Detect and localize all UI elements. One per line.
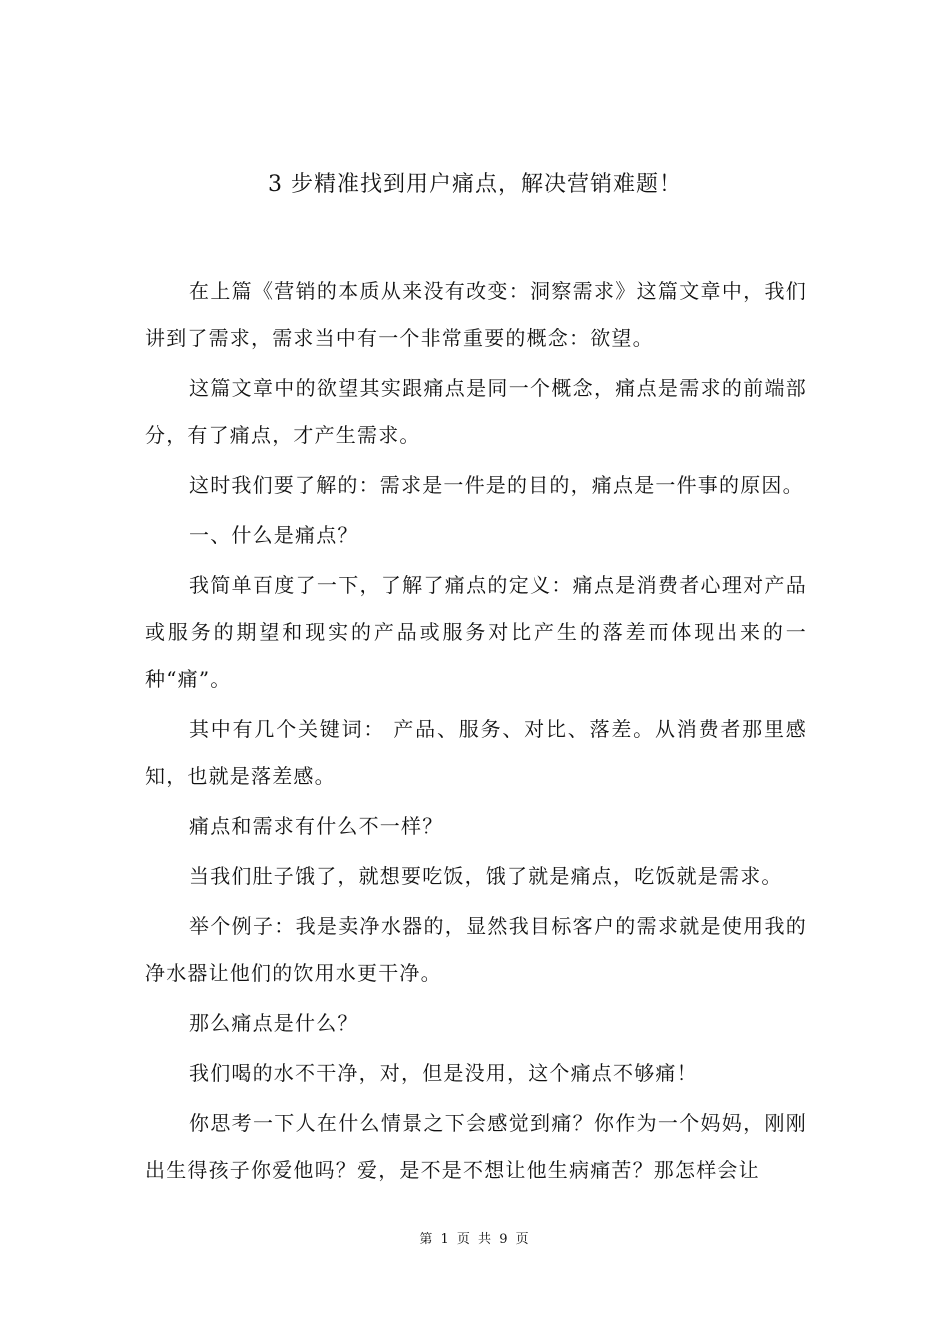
paragraph: 那么痛点是什么？ <box>189 1011 359 1035</box>
section-heading: 一、什么是痛点？ <box>189 523 359 547</box>
paragraph: 你思考一下人在什么情景之下会感觉到痛？你作为一个妈妈，刚刚出生得孩子你爱他吗？爱，是不是不想让他生病痛苦？那怎样会让 <box>145 1111 807 1182</box>
page-number-footer: 第 1 页 共 9 页 <box>419 1232 531 1247</box>
paragraph: 痛点和需求有什么不一样？ <box>189 814 444 838</box>
paragraph: 举个例子：我是卖净水器的，显然我目标客户的需求就是使用我的净水器让他们的饮用水更干净。 <box>145 914 807 985</box>
paragraph: 我简单百度了一下，了解了痛点的定义：痛点是消费者心理对产品或服务的期望和现实的产品或服务对比产生的落差而体现出来的一种“痛”。 <box>145 573 807 691</box>
paragraph: 其中有几个关键词： 产品、服务、对比、落差。从消费者那里感知，也就是落差感。 <box>145 717 807 788</box>
paragraph: 在上篇《营销的本质从来没有改变：洞察需求》这篇文章中，我们讲到了需求，需求当中有一个非常重要的概念：欲望。 <box>145 279 807 350</box>
paragraph: 这时我们要了解的：需求是一件是的目的，痛点是一件事的原因。 <box>189 473 804 497</box>
document-body <box>145 268 807 1197</box>
paragraph: 我们喝的水不干净，对，但是没用，这个痛点不够痛！ <box>189 1061 698 1085</box>
paragraph: 当我们肚子饿了，就想要吃饭，饿了就是痛点，吃饭就是需求。 <box>189 864 783 888</box>
document-title: 3 步精准找到用户痛点，解决营销难题！ <box>268 172 682 197</box>
paragraph: 这篇文章中的欲望其实跟痛点是同一个概念，痛点是需求的前端部分，有了痛点，才产生需求。 <box>145 376 807 447</box>
